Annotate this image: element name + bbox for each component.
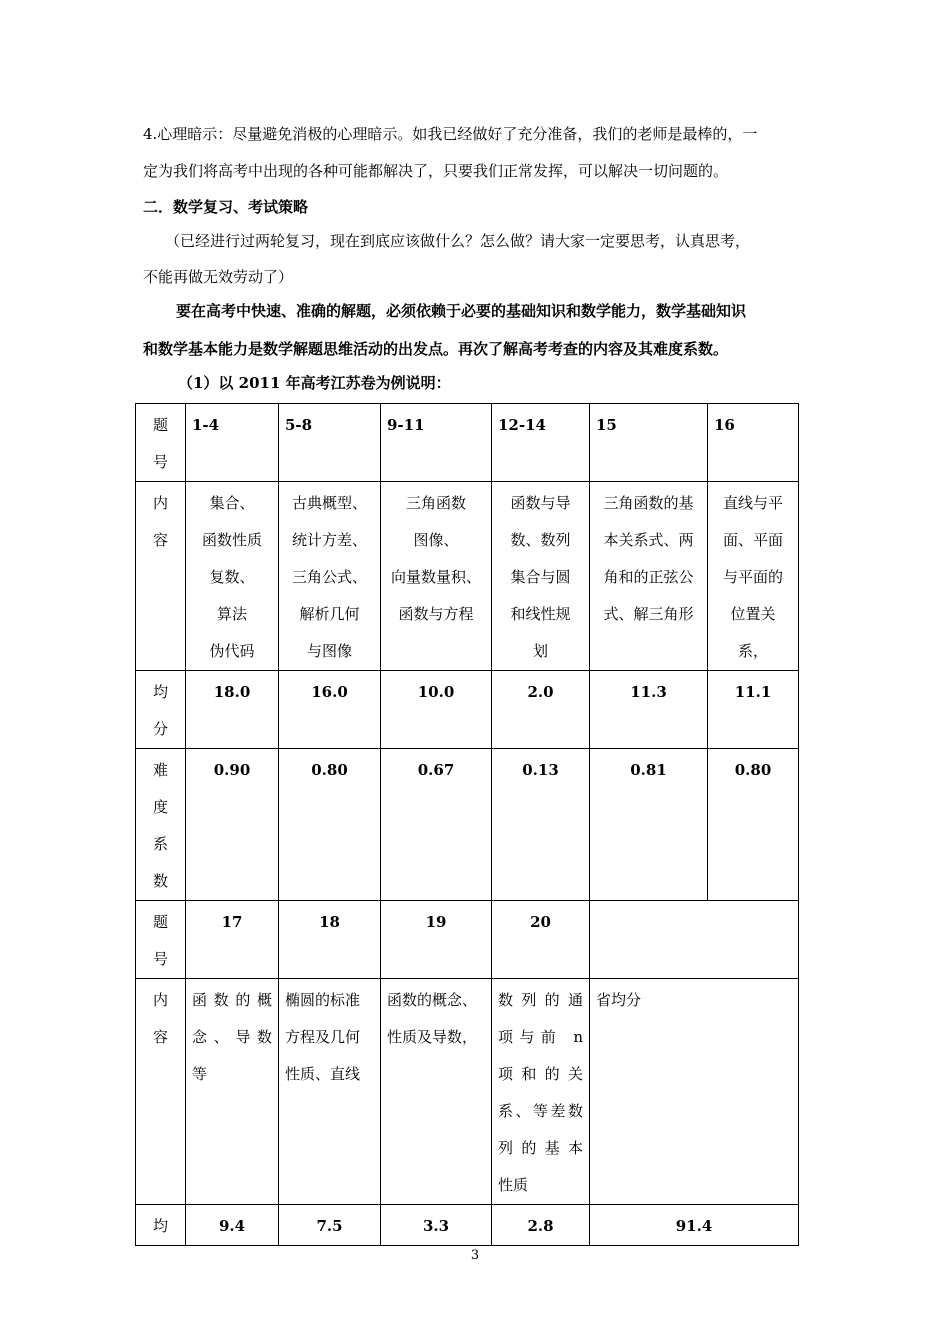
content-cell: 古典概型、 统计方差、 三角公式、 解析几何 与图像 [279,482,381,671]
table-row [136,749,799,901]
difficulty-cell: 0.90 [186,749,279,901]
table-row [136,1205,799,1246]
row-label-question-number: 题 号 [136,901,186,979]
content-cell: 函数与导 数、数列 集合与圆 和线性规 划 [492,482,590,671]
row-label-content: 内 容 [136,482,186,671]
average-cell: 7.5 [279,1205,381,1246]
average-cell: 2.0 [492,671,590,749]
question-number-cell: 16 [708,404,799,482]
question-number-cell: 9-11 [381,404,492,482]
content-cell: 函数的概 念、导数 等 [186,979,279,1205]
difficulty-cell: 0.13 [492,749,590,901]
content-cell: 集合、 函数性质 复数、 算法 伪代码 [186,482,279,671]
question-number-cell: 12-14 [492,404,590,482]
empty-cell [590,901,799,979]
content-cell: 椭圆的标准 方程及几何 性质、直线 [279,979,381,1205]
average-cell: 10.0 [381,671,492,749]
table-row [136,979,799,1205]
question-number-cell: 19 [381,901,492,979]
average-cell: 2.8 [492,1205,590,1246]
content-cell: 三角函数 图像、 向量数量积、 函数与方程 [381,482,492,671]
province-average-value: 91.4 [590,1205,799,1246]
difficulty-cell: 0.67 [381,749,492,901]
question-number-cell: 5-8 [279,404,381,482]
difficulty-cell: 0.80 [279,749,381,901]
section-heading: 二．数学复习、考试策略 [143,198,309,216]
average-cell: 9.4 [186,1205,279,1246]
question-number-cell: 15 [590,404,708,482]
paragraph-3-line-1: 要在高考中快速、准确的解题，必须依赖于必要的基础知识和数学能力，数学基础知识 [176,302,747,320]
row-label-difficulty: 难 度 系 数 [136,749,186,901]
row-label-content: 内 容 [136,979,186,1205]
score-table [135,403,799,1246]
question-number-cell: 18 [279,901,381,979]
table-row [136,901,799,979]
difficulty-cell: 0.80 [708,749,799,901]
average-cell: 11.3 [590,671,708,749]
table-row [136,482,799,671]
row-label-average: 均 [136,1205,186,1246]
paragraph-1-line-2: 定为我们将高考中出现的各种可能都解决了，只要我们正常发挥，可以解决一切问题的。 [143,162,729,180]
table-row [136,404,799,482]
average-cell: 16.0 [279,671,381,749]
content-cell: 函数的概念、 性质及导数， [381,979,492,1205]
paragraph-2-line-2: 不能再做无效劳动了） [143,268,294,286]
average-cell: 11.1 [708,671,799,749]
table-row [136,671,799,749]
content-cell: 三角函数的基 本关系式、两 角和的正弦公 式、解三角形 [590,482,708,671]
question-number-cell: 1-4 [186,404,279,482]
row-label-average: 均 分 [136,671,186,749]
average-cell: 3.3 [381,1205,492,1246]
paragraph-3-line-2: 和数学基本能力是数学解题思维活动的出发点。再次了解高考考查的内容及其难度系数。 [143,340,729,358]
question-number-cell: 20 [492,901,590,979]
example-caption: （1）以 2011 年高考江苏卷为例说明： [178,374,451,392]
province-average-label: 省均分 [590,979,799,1205]
row-label-question-number: 题 号 [136,404,186,482]
difficulty-cell: 0.81 [590,749,708,901]
content-cell: 直线与平 面、平面 与平面的 位置关 系， [708,482,799,671]
paragraph-2-line-1: （已经进行过两轮复习，现在到底应该做什么？怎么做？请大家一定要思考，认真思考， [165,232,751,250]
average-cell: 18.0 [186,671,279,749]
paragraph-1-line-1: 4.心理暗示：尽量避免消极的心理暗示。如我已经做好了充分准备，我们的老师是最棒的，一 [143,125,758,143]
question-number-cell: 17 [186,901,279,979]
page-number: 3 [470,1248,480,1263]
content-cell: 数列的通 项与前 n 项和的关 系、等差数 列的基本 性质 [492,979,590,1205]
